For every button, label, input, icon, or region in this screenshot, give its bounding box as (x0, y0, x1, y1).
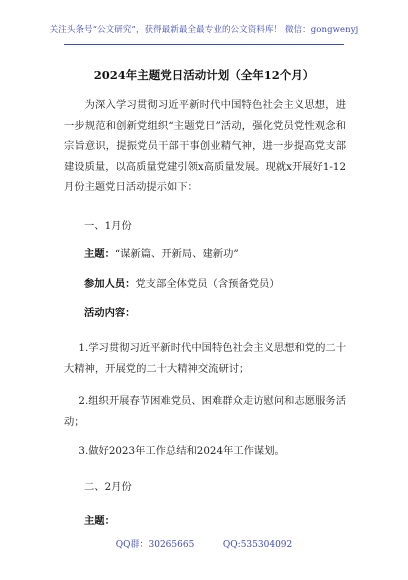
intro-paragraph: 为深入学习贯彻习近平新时代中国特色社会主义思想，进一步规范和创新党组织“主题党日”活动，强化党员党性观念和宗旨意识，提振党员干部干事创业精气神，进一步提高党支部建设质量，以高质量党建引领x高质量发展。现就x开展好1-12月份主题党日活动提示如下： (64, 99, 346, 193)
footer-qq-group: QQ群：30265665 (115, 540, 195, 550)
header-note: 关注头条号“公文研究”，获得最新最全最专业的公文资料库！ 微信：gongwenyj (49, 25, 359, 35)
theme-line (64, 244, 366, 265)
footer-contact (0, 537, 408, 550)
theme-label: 主题： (84, 248, 115, 260)
content-label: 活动内容： (84, 307, 136, 319)
footer-qq: QQ:535304092 (222, 540, 293, 550)
february-theme-label: 主题： (84, 515, 115, 527)
participants-line (64, 274, 366, 295)
activity-item-1: 1.学习贯彻习近平新时代中国特色社会主义思想和党的二十大精神，开展党的二十大精神交流研讨； (64, 342, 346, 375)
section-heading-february: 二、2月份 (84, 481, 132, 493)
participants-value: 党支部全体党员（含预备党员） (135, 278, 280, 290)
activity-item-3: 3.做好2023年工作总结和2024年工作谋划。 (78, 445, 285, 457)
activity-item-2: 2.组织开展春节困难党员、困难群众走访慰问和志愿服务活动； (64, 395, 346, 428)
theme-value: “谋新篇、开新局、建新功” (114, 248, 239, 260)
participants-label: 参加人员： (84, 278, 136, 290)
document-title: 2024年主题党日活动计划（全年12个月） (93, 68, 315, 82)
section-heading-january: 一、1月份 (84, 220, 132, 232)
header-divider (64, 44, 344, 45)
